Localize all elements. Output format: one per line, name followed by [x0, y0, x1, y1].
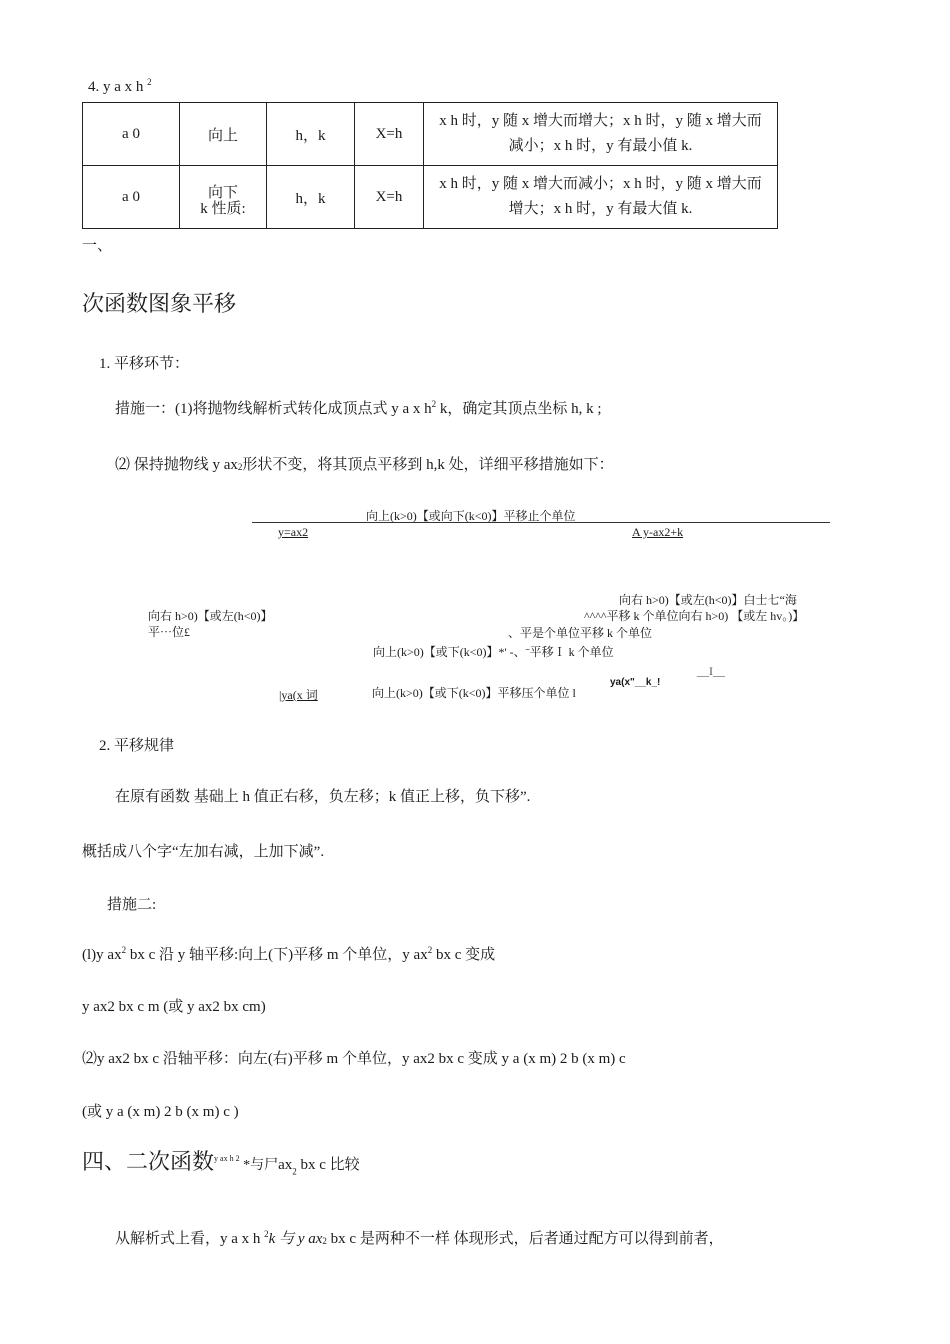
axis-cell: X=h	[355, 103, 424, 166]
section-marker: 一、	[82, 238, 113, 254]
method-1-line-1	[115, 397, 602, 418]
step-2-title: 2. 平移规律	[99, 738, 175, 754]
table-row	[83, 103, 778, 166]
section-4-title	[82, 1145, 360, 1176]
method-1-line-2	[115, 453, 614, 474]
diagram-right-label-1: 向右 h>0)【或左(h<0)】白士七“海	[619, 593, 797, 607]
method-2-line-3: ⑵y ax2 bx c 沿轴平移：向左(右)平移 m 个单位，y ax2 bx c 变成 y a (x m) 2 b (x m) c	[82, 1051, 626, 1067]
direction-cell: 向上	[180, 103, 267, 166]
diagram-bottom-label: 向上(k>0)【或下(k<0)】平移压个单位 l	[372, 686, 576, 700]
coef-cell: a 0	[83, 166, 180, 229]
diagram-top-label: 向上(k>0)【或向下(k<0)】平移止个单位	[366, 509, 576, 523]
direction-cell	[180, 166, 267, 229]
text: bx c 是两种不一样 体现形式，后者通过配方可以得到前者，	[326, 1231, 724, 1247]
heading-4-text: 4. y a x h	[88, 79, 144, 95]
method-2-line-1	[82, 943, 495, 964]
vertex-cell: h，k	[267, 166, 355, 229]
text: bx c 沿 y 轴平移:向上(下)平移 m 个单位，y ax	[126, 947, 428, 963]
property-cell	[424, 103, 778, 166]
diagram-left-label-2: 平⋯位£	[148, 625, 191, 639]
rule-line: 在原有函数 基础上 h 值正右移，负左移；k 值正上移，负下移”.	[115, 789, 531, 805]
diagram-center-label-1: 、平是个单位平移 k 个单位	[508, 626, 653, 640]
heading-4	[88, 77, 152, 96]
direction-text: 向下	[207, 185, 238, 201]
axis-cell: X=h	[355, 166, 424, 229]
text: ax	[278, 1157, 293, 1173]
heading-4-sup: 2	[147, 77, 152, 87]
text: k，确定其顶点坐标 h, k ;	[436, 401, 602, 417]
vertex-cell: h，k	[267, 103, 355, 166]
sup: 2	[264, 1229, 269, 1239]
sup: 2	[121, 945, 127, 955]
diagram-node-bottom-left: |ya(x 词	[279, 688, 318, 702]
text: bx c 变成	[432, 947, 496, 963]
sub: 2	[292, 1166, 297, 1177]
diagram-node-y-ax2: y=ax2	[278, 525, 309, 539]
text: A y-ax2+k	[632, 525, 684, 539]
coef-cell: a 0	[83, 103, 180, 166]
direction-extra: k 性质:	[200, 201, 246, 217]
sup: 2	[431, 399, 437, 409]
method-2-title: 措施二:	[107, 897, 157, 913]
property-line: 增大；x h 时，y 有最大值 k.	[508, 201, 693, 217]
diagram-left-label-1: 向右 h>0)【或左(h<0)】	[148, 609, 273, 623]
table-row	[83, 166, 778, 229]
method-2-line-4: (或 y a (x m) 2 b (x m) c )	[82, 1104, 239, 1120]
method-2-line-2: y ax2 bx c m (或 y ax2 bx cm)	[82, 999, 266, 1015]
property-cell	[424, 166, 778, 229]
step-1-title: 1. 平移环节：	[99, 356, 190, 372]
text: 形状不变，将其顶点平移到 h,k 处，详细平移措施如下：	[242, 457, 614, 473]
diagram-node-bottom-right: ya(x"__k_!	[610, 677, 661, 688]
property-line: x h 时，y 随 x 增大而增大；x h 时，y 随 x 增大而	[439, 113, 762, 129]
text: k 与 y ax	[268, 1231, 323, 1247]
vertex-form-properties-table	[82, 102, 778, 229]
diagram-small-mark: __I__	[697, 664, 725, 678]
diagram-arrow-line	[252, 522, 830, 523]
sup: 2	[427, 945, 433, 955]
text: ⑵ 保持抛物线 y ax	[115, 457, 238, 473]
text: *与尸	[239, 1158, 279, 1173]
property-line: 减小；x h 时，y 有最小值 k.	[508, 138, 693, 154]
text: bx c 比较	[296, 1157, 360, 1173]
summary-line: 概括成八个字“左加右减，上加下减”.	[82, 844, 325, 860]
section-title: 次函数图象平移	[82, 291, 237, 316]
property-line: x h 时，y 随 x 增大而减小；x h 时，y 随 x 增大而	[439, 176, 762, 192]
sub: 2	[322, 1236, 327, 1246]
comparison-line	[115, 1227, 724, 1248]
small-formula: y ax h 2	[214, 1154, 240, 1163]
text: 从解析式上看，y a x h	[115, 1231, 265, 1247]
diagram-node-y-ax2-k	[632, 525, 683, 540]
diagram-right-label-2: ^^^^平移 k 个单位向右 h>0) 【或左 hv。)】	[584, 609, 805, 623]
text: (l)y ax	[82, 947, 122, 963]
text: 四、二次函数	[82, 1149, 215, 1174]
text: 措施一：(1)将抛物线解析式转化成顶点式 y a x h	[115, 401, 432, 417]
diagram-center-label-2: 向上(k>0)【或下(k<0)】*' -、ˉ平移Ｉ k 个单位	[373, 645, 614, 659]
sub: 2	[237, 462, 243, 472]
